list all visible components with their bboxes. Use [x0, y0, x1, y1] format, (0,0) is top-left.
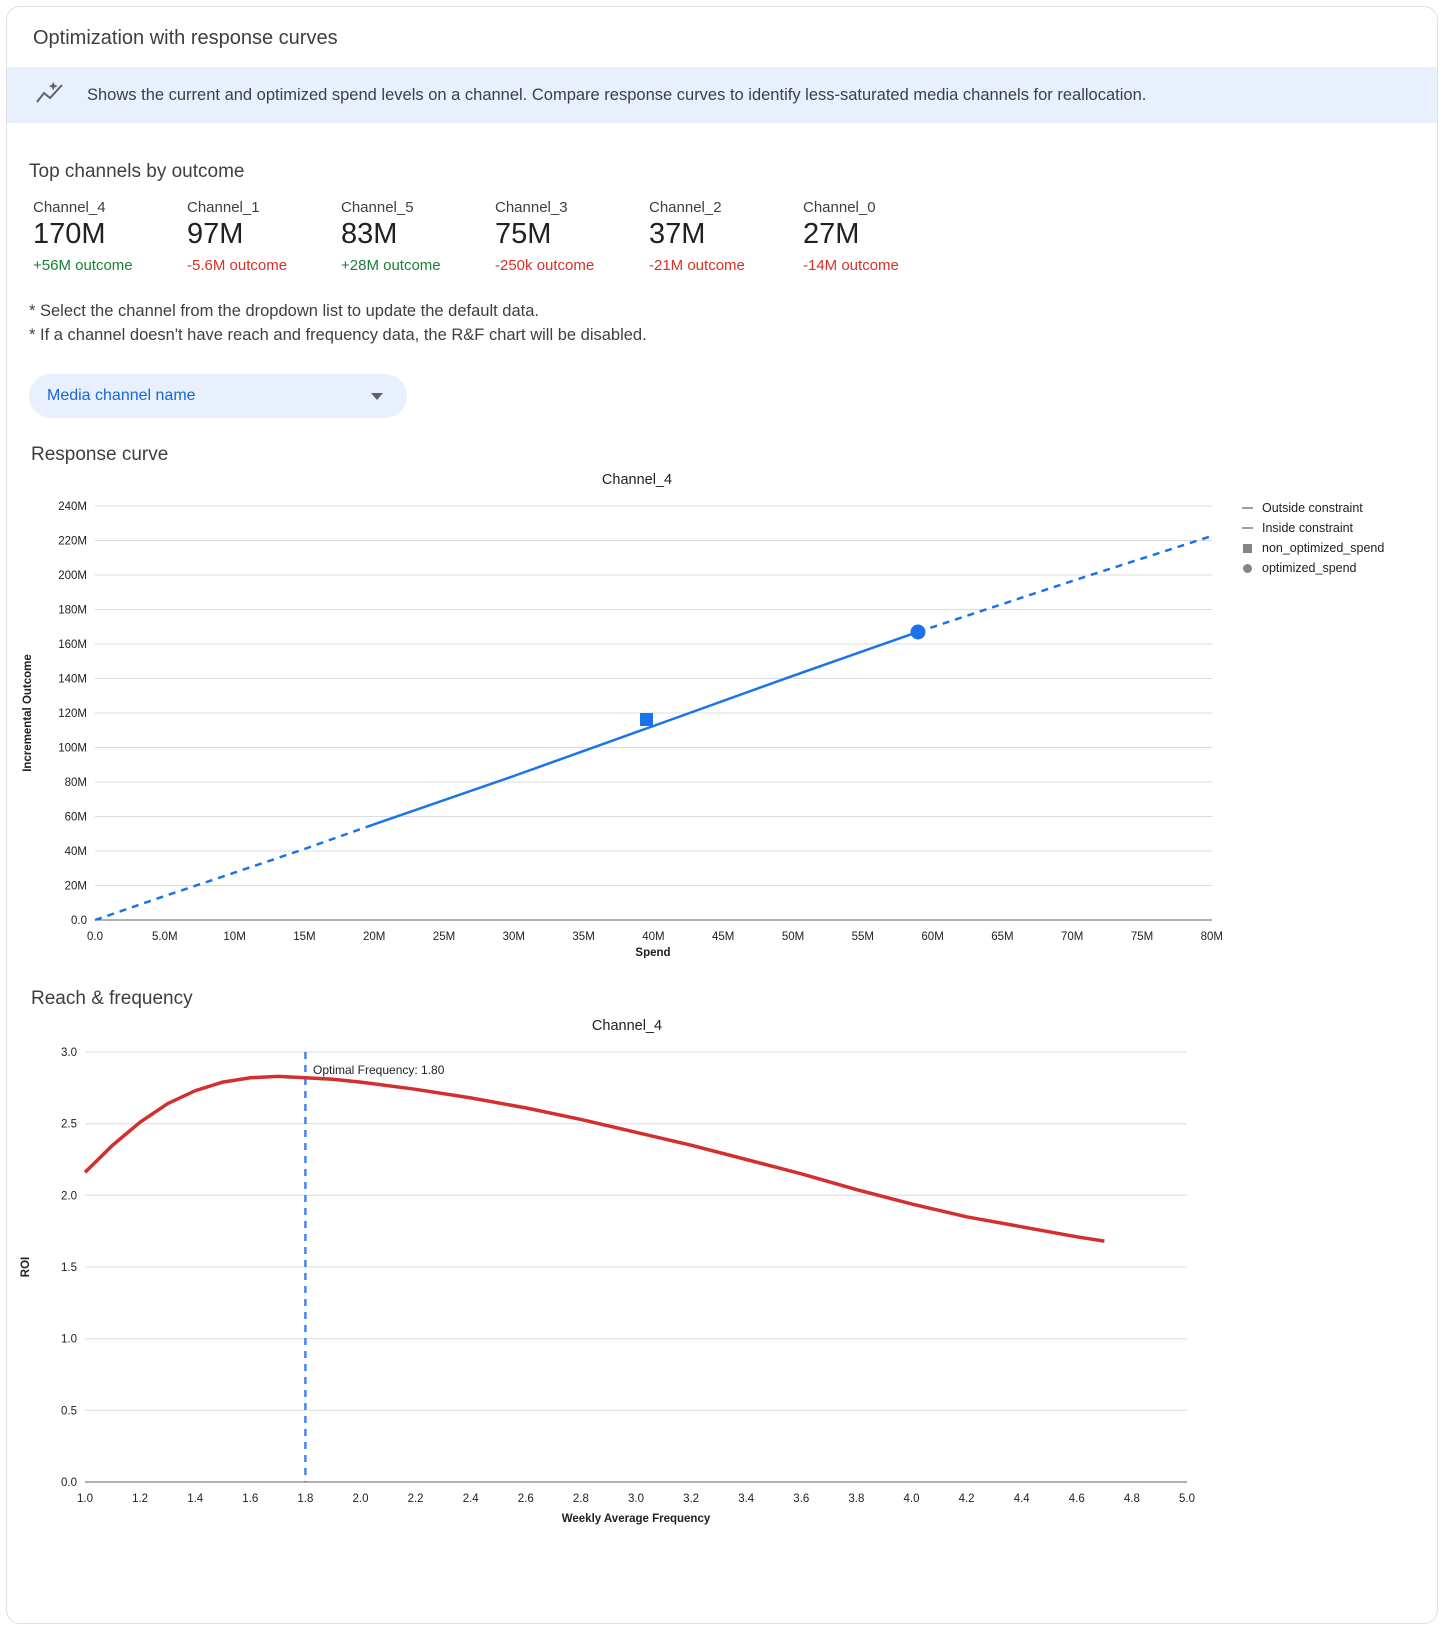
svg-text:3.8: 3.8 — [848, 1493, 865, 1506]
response-curve-legend — [1239, 500, 1384, 580]
svg-text:5.0M: 5.0M — [152, 931, 178, 944]
svg-text:10M: 10M — [223, 931, 246, 944]
kpi-delta: +56M outcome — [33, 257, 133, 275]
svg-text:2.8: 2.8 — [572, 1493, 589, 1506]
media-channel-dropdown[interactable] — [29, 374, 407, 418]
kpi-channel-name: Channel_2 — [649, 199, 722, 216]
svg-text:1.6: 1.6 — [242, 1493, 259, 1506]
svg-text:Spend: Spend — [635, 947, 671, 959]
trend-chart-icon — [33, 78, 67, 112]
kpi-card — [341, 199, 495, 274]
insight-banner — [7, 67, 1437, 123]
page-title: Optimization with response curves — [33, 27, 338, 49]
legend-label: optimized_spend — [1262, 561, 1357, 576]
kpi-channel-name: Channel_5 — [341, 199, 414, 216]
legend-item — [1239, 520, 1384, 536]
svg-text:2.0: 2.0 — [352, 1493, 369, 1506]
notes — [29, 300, 1437, 348]
kpi-value: 83M — [341, 218, 398, 250]
svg-text:180M: 180M — [58, 604, 87, 617]
dashed-line-icon — [1239, 507, 1255, 509]
legend-item — [1239, 540, 1384, 556]
svg-text:240M: 240M — [58, 501, 87, 514]
svg-text:2.4: 2.4 — [462, 1493, 479, 1506]
kpi-channel-name: Channel_0 — [803, 199, 876, 216]
svg-text:75M: 75M — [1130, 931, 1154, 944]
note-line-1: * Select the channel from the dropdown list to update the default data. — [29, 302, 540, 321]
optimization-card — [6, 6, 1438, 1624]
svg-text:1.0: 1.0 — [61, 1333, 77, 1346]
kpi-delta: +28M outcome — [341, 257, 441, 275]
optimal-frequency-annotation: Optimal Frequency: 1.80 — [313, 1063, 445, 1078]
svg-text:2.2: 2.2 — [407, 1493, 424, 1506]
svg-text:60M: 60M — [921, 931, 944, 944]
legend-label: non_optimized_spend — [1262, 541, 1385, 556]
svg-text:2.0: 2.0 — [61, 1190, 77, 1203]
kpi-delta: -250k outcome — [495, 257, 595, 275]
svg-text:40M: 40M — [642, 931, 665, 944]
kpi-channel-name: Channel_1 — [187, 199, 260, 216]
svg-text:0.5: 0.5 — [61, 1405, 77, 1418]
legend-label: Outside constraint — [1262, 501, 1363, 516]
reach-frequency-svg — [7, 1034, 1247, 1534]
kpi-value: 170M — [33, 218, 106, 250]
reach-frequency-title: Channel_4 — [591, 1018, 663, 1035]
svg-text:55M: 55M — [851, 931, 874, 944]
legend-label: Inside constraint — [1262, 521, 1354, 536]
svg-text:1.8: 1.8 — [297, 1493, 314, 1506]
svg-text:45M: 45M — [712, 931, 735, 944]
kpi-value: 27M — [803, 218, 860, 250]
svg-text:3.0: 3.0 — [61, 1047, 77, 1060]
svg-text:220M: 220M — [58, 535, 87, 548]
svg-text:1.5: 1.5 — [61, 1262, 77, 1275]
svg-text:1.0: 1.0 — [77, 1493, 93, 1506]
svg-text:2.6: 2.6 — [517, 1493, 534, 1506]
legend-item — [1239, 560, 1384, 576]
non-optimized-spend-marker — [640, 713, 653, 726]
svg-text:3.0: 3.0 — [628, 1493, 644, 1506]
top-channels-heading: Top channels by outcome — [29, 161, 245, 182]
kpi-card — [803, 199, 957, 274]
svg-text:4.8: 4.8 — [1123, 1493, 1140, 1506]
response-curve-svg — [7, 488, 1247, 958]
response-curve-heading: Response curve — [31, 444, 169, 466]
svg-text:50M: 50M — [781, 931, 805, 944]
response-curve-title: Channel_4 — [601, 472, 673, 489]
svg-text:3.4: 3.4 — [738, 1493, 755, 1506]
kpi-channel-name: Channel_3 — [495, 199, 568, 216]
kpi-delta: -14M outcome — [803, 257, 899, 275]
svg-text:0.0: 0.0 — [87, 931, 103, 944]
svg-text:4.2: 4.2 — [958, 1493, 975, 1506]
kpi-delta: -5.6M outcome — [187, 257, 288, 275]
svg-text:70M: 70M — [1061, 931, 1084, 944]
kpi-card — [187, 199, 341, 274]
svg-text:60M: 60M — [64, 811, 87, 824]
svg-text:0.0: 0.0 — [71, 915, 87, 928]
svg-text:20M: 20M — [64, 880, 87, 893]
optimized-spend-marker — [911, 625, 926, 640]
svg-text:80M: 80M — [1200, 931, 1223, 944]
kpi-channel-name: Channel_4 — [33, 199, 106, 216]
svg-text:25M: 25M — [432, 931, 456, 944]
svg-text:80M: 80M — [64, 777, 87, 790]
svg-text:4.4: 4.4 — [1013, 1493, 1030, 1506]
svg-text:120M: 120M — [58, 708, 87, 721]
kpi-value: 37M — [649, 218, 706, 250]
svg-text:3.6: 3.6 — [793, 1493, 810, 1506]
svg-text:65M: 65M — [991, 931, 1014, 944]
svg-text:1.4: 1.4 — [187, 1493, 204, 1506]
media-channel-dropdown-label: Media channel name — [47, 387, 196, 405]
top-channels-list — [33, 199, 1437, 274]
svg-text:5.0: 5.0 — [1179, 1493, 1195, 1506]
svg-text:4.6: 4.6 — [1068, 1493, 1085, 1506]
square-marker-icon — [1239, 544, 1255, 553]
reach-frequency-chart — [7, 1018, 1437, 1534]
svg-text:Weekly Average Frequency: Weekly Average Frequency — [561, 1513, 711, 1526]
svg-text:0.0: 0.0 — [61, 1477, 77, 1490]
svg-text:140M: 140M — [58, 673, 87, 686]
svg-text:35M: 35M — [572, 931, 595, 944]
insight-text: Shows the current and optimized spend levels on a channel. Compare response curves to identify less-saturated media channels for reallocation. — [87, 85, 1147, 104]
svg-text:160M: 160M — [58, 639, 87, 652]
svg-text:Incremental Outcome: Incremental Outcome — [22, 654, 34, 772]
kpi-card — [495, 199, 649, 274]
svg-text:20M: 20M — [363, 931, 386, 944]
kpi-delta: -21M outcome — [649, 257, 745, 275]
svg-text:2.5: 2.5 — [61, 1118, 77, 1131]
kpi-value: 97M — [187, 218, 244, 250]
circle-marker-icon — [1239, 564, 1255, 573]
reach-frequency-heading: Reach & frequency — [31, 988, 193, 1010]
svg-text:1.2: 1.2 — [132, 1493, 149, 1506]
response-curve-chart — [7, 472, 1437, 958]
kpi-value: 75M — [495, 218, 552, 250]
solid-line-icon — [1239, 527, 1255, 529]
note-line-2: * If a channel doesn't have reach and frequency data, the R&F chart will be disabled. — [29, 326, 647, 345]
svg-text:ROI: ROI — [20, 1256, 32, 1278]
svg-text:3.2: 3.2 — [683, 1493, 700, 1506]
legend-item — [1239, 500, 1384, 516]
svg-text:30M: 30M — [502, 931, 525, 944]
kpi-card — [33, 199, 187, 274]
svg-text:40M: 40M — [64, 846, 87, 859]
svg-text:15M: 15M — [293, 931, 316, 944]
svg-text:200M: 200M — [58, 570, 87, 583]
chevron-down-icon[interactable] — [371, 393, 383, 400]
svg-text:4.0: 4.0 — [903, 1493, 920, 1506]
kpi-card — [649, 199, 803, 274]
svg-text:100M: 100M — [58, 742, 87, 755]
